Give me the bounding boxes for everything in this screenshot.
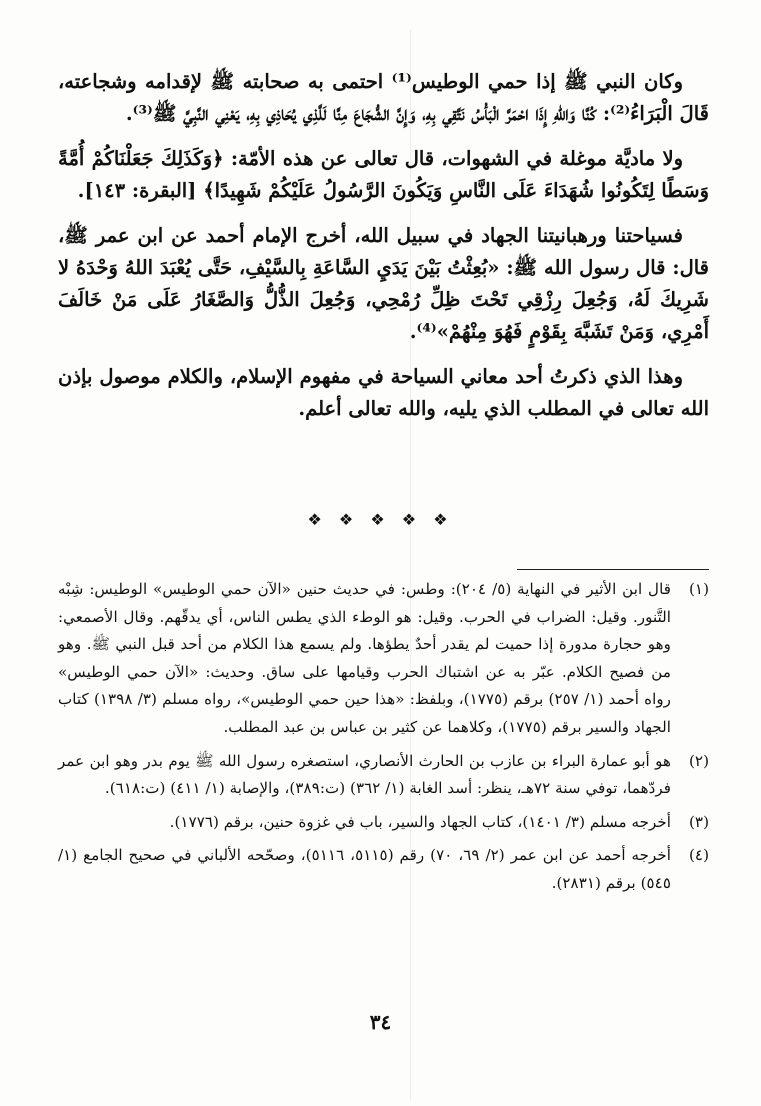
paragraph-1: وكان النبي ﷺ إذا حمي الوطيس⁽¹⁾ احتمى به صحابته ﷺ لإقدامه وشجاعته، قَالَ الْبَرَاءُ⁽²⁾: كُنَّا وَاللهِ إِذَا احْمَرَّ الْبَأْسُ نَتَّقِي بِهِ، وَإِنَّ الشُّجَاعَ مِنَّا لَلَّذِي يُحَاذِي بِهِ، يَعْنِي النَّبِيَّ ﷺ⁽³⁾. xyxy=(58,70,709,125)
footnote-number: (١) xyxy=(688,580,709,598)
footnote-separator xyxy=(517,569,709,570)
paragraph-4: وهذا الذي ذكرتُ أحد معاني السياحة في مفهوم الإسلام، والكلام موصول بإذن الله تعالى في المطلب الذي يليه، والله تعالى أعلم. xyxy=(58,365,709,420)
page-number: ٣٤ xyxy=(369,1010,392,1034)
footnotes xyxy=(58,576,709,904)
footnote-number: (٣) xyxy=(688,812,709,831)
footnote-text: أخرجه مسلم (٣/ ١٤٠١)، كتاب الجهاد والسير، باب في غزوة حنين، برقم (١٧٧٦). xyxy=(169,812,671,831)
footnote-2 xyxy=(58,748,709,803)
footnote-text: قال ابن الأثير في النهاية (٥/ ٢٠٤): وطس: في حديث حنين «الآن حمي الوطيس» الوطيس: شِبْه التَّنور. وقيل: الضراب في الحرب. وقيل: هو الوطء الذي يطس الناس، أي يدقّهم. وقال الأصمعي: وهو حجارة مدورة إذا حميت لم يقدر أحدٌ يطؤها. ولم يسمع هذا الكلام من أحد قبل النبي ﷺ. وهو من فصيح الكلام. عبّر به عن اشتباك الحرب وقيامها على ساق. وحديث: «الآن حمي الوطيس» رواه أحمد (١/ ٢٥٧) برقم (١٧٧٥)، وبلفظ: «هذا حين حمي الوطيس»، رواه مسلم (٣/ ١٣٩٨) كتاب الجهاد والسير برقم (١٧٧٥)، وكلاهما عن كثير بن عباس بن عبد المطلب. xyxy=(58,580,671,736)
footnote-text: أخرجه أحمد عن ابن عمر (٢/ ٦٩، ٧٠) رقم (٥١١٥، ٥١١٦)، وصحّحه الألباني في صحيح الجامع (١/ ٥٤٥) برقم (٢٨٣١). xyxy=(58,846,672,892)
footnote-number: (٤) xyxy=(688,846,709,865)
footnote-4 xyxy=(58,842,709,897)
section-ornament: ❖ ❖ ❖ ❖ ❖ xyxy=(307,510,454,529)
paragraph-3: فسياحتنا ورهبانيتنا الجهاد في سبيل الله، أخرج الإمام أحمد عن ابن عمر ﷺ، قال: قال رسول الله ﷺ: «بُعِثْتُ بَيْنَ يَدَيِ السَّاعَةِ بِالسَّيْفِ، حَتَّى يُعْبَدَ اللهُ وَحْدَهُ لا شَرِيكَ لَهُ، وَجُعِلَ رِزْقِي تَحْتَ ظِلِّ رُمْحِي، وَجُعِلَ الذُّلُّ وَالصَّغَارُ عَلَى مَنْ خَالَفَ أَمْرِي، وَمَنْ تَشَبَّهَ بِقَوْمٍ فَهُوَ مِنْهُمْ»⁽⁴⁾. xyxy=(58,224,709,343)
paragraph-2: ولا ماديَّة موغلة في الشهوات، قال تعالى عن هذه الأمّة: ﴿وَكَذَلِكَ جَعَلْنَاكُمْ أُمَّةً وَسَطًا لِتَكُونُوا شُهَدَاءَ عَلَى النَّاسِ وَيَكُونَ الرَّسُولُ عَلَيْكُمْ شَهِيدًا﴾ [البقرة: ١٤٣]. xyxy=(58,147,709,202)
footnote-1 xyxy=(58,576,709,742)
footnote-text: هو أبو عمارة البراء بن عازب بن الحارث الأنصاري، استصغره رسول الله ﷺ يوم بدر وهو ابن عمر فردّهما، توفي سنة ٧٢هـ، ينظر: أسد الغابة (١/ ٣٦٢) (ت:٣٨٩)، والإصابة (١/ ٤١١) (ت:٦١٨). xyxy=(58,751,671,798)
footnote-3 xyxy=(58,809,709,837)
main-text xyxy=(58,66,709,438)
footnote-number: (٢) xyxy=(688,751,709,770)
